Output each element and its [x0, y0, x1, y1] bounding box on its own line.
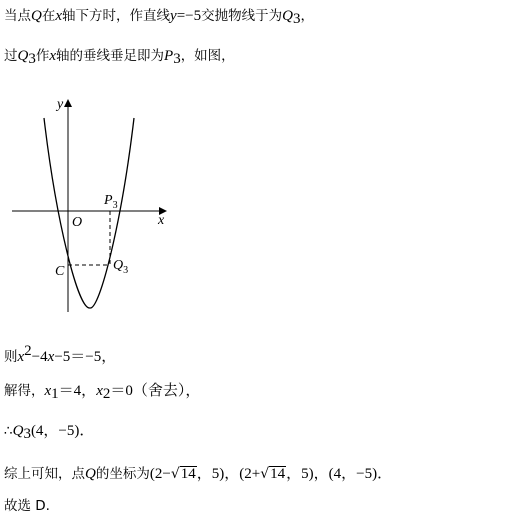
var-x1: x	[44, 383, 52, 399]
point-q3: Q	[282, 8, 293, 24]
var-x: x	[49, 48, 57, 64]
parabola-figure	[0, 90, 180, 320]
subscript: 3	[28, 51, 36, 67]
subscript: 3	[173, 51, 181, 67]
point-q3: Q	[12, 423, 24, 439]
line-7	[4, 496, 50, 516]
subscript: 3	[292, 11, 301, 27]
x-axis-label: x	[158, 213, 165, 228]
q-label: Q	[113, 258, 124, 273]
value: ＝0（舍去），	[110, 383, 201, 399]
text: 轴下方时，作直线	[62, 8, 171, 24]
text: 的坐标为	[95, 466, 150, 482]
text: 轴的垂线垂足即为	[56, 48, 165, 64]
subscript: 3	[23, 426, 31, 442]
sqrt-symbol: √	[170, 466, 180, 482]
radicand: 14	[270, 466, 286, 482]
point-c-label: C	[55, 264, 65, 279]
text: ，	[300, 8, 314, 24]
var-x: x	[55, 8, 63, 24]
coord-2-open: (2+	[239, 466, 261, 482]
superscript: 2	[24, 343, 32, 359]
p-subscript: 3	[112, 200, 118, 211]
text: 过	[4, 48, 18, 64]
point-q: Q	[31, 8, 42, 24]
radicand: 14	[180, 466, 196, 482]
line-4	[4, 381, 200, 404]
line-3	[4, 341, 116, 367]
answer-text: 故选 D.	[4, 498, 50, 514]
var-x: x	[17, 349, 25, 365]
parabola-curve	[44, 118, 134, 308]
var-x: x	[47, 349, 55, 365]
line-2	[4, 46, 235, 69]
point-p3: P	[164, 48, 174, 64]
text: 解得，	[4, 383, 45, 399]
line-5	[4, 421, 94, 444]
equation: =−5	[176, 8, 202, 24]
text: 交抛物线于为	[201, 8, 283, 24]
expression: −5＝−5，	[54, 349, 117, 365]
point-p3-label	[103, 193, 118, 211]
expression: −4	[31, 349, 48, 365]
origin-label: O	[72, 215, 83, 230]
line-6	[4, 464, 392, 484]
coord-3: (4，−5)．	[328, 466, 393, 482]
text: ，如图，	[180, 48, 235, 64]
subscript: 1	[51, 386, 59, 402]
text: 作	[35, 48, 50, 64]
q-subscript: 3	[123, 265, 129, 276]
var-x2: x	[96, 383, 103, 399]
y-axis-label: y	[57, 97, 64, 112]
point-q: Q	[85, 466, 96, 482]
coord-1-open: (2−	[149, 466, 171, 482]
text: 综上可知，点	[4, 466, 85, 482]
text: 当点	[4, 8, 31, 24]
coord-1-close: ，5)，	[196, 466, 240, 482]
coordinate: (4，−5)．	[30, 423, 95, 439]
var-y: y	[170, 8, 177, 24]
point-q3: Q	[17, 48, 29, 64]
p-label: P	[104, 193, 113, 208]
therefore-symbol: ∴	[4, 423, 13, 439]
text: 在	[41, 8, 56, 24]
value: ＝4，	[58, 383, 97, 399]
line-1	[4, 6, 314, 29]
point-q3-label	[113, 258, 128, 276]
text: 则	[4, 349, 18, 365]
coord-2-close: ，5)，	[286, 466, 329, 482]
subscript: 2	[102, 386, 111, 402]
sqrt-symbol: √	[260, 466, 270, 482]
